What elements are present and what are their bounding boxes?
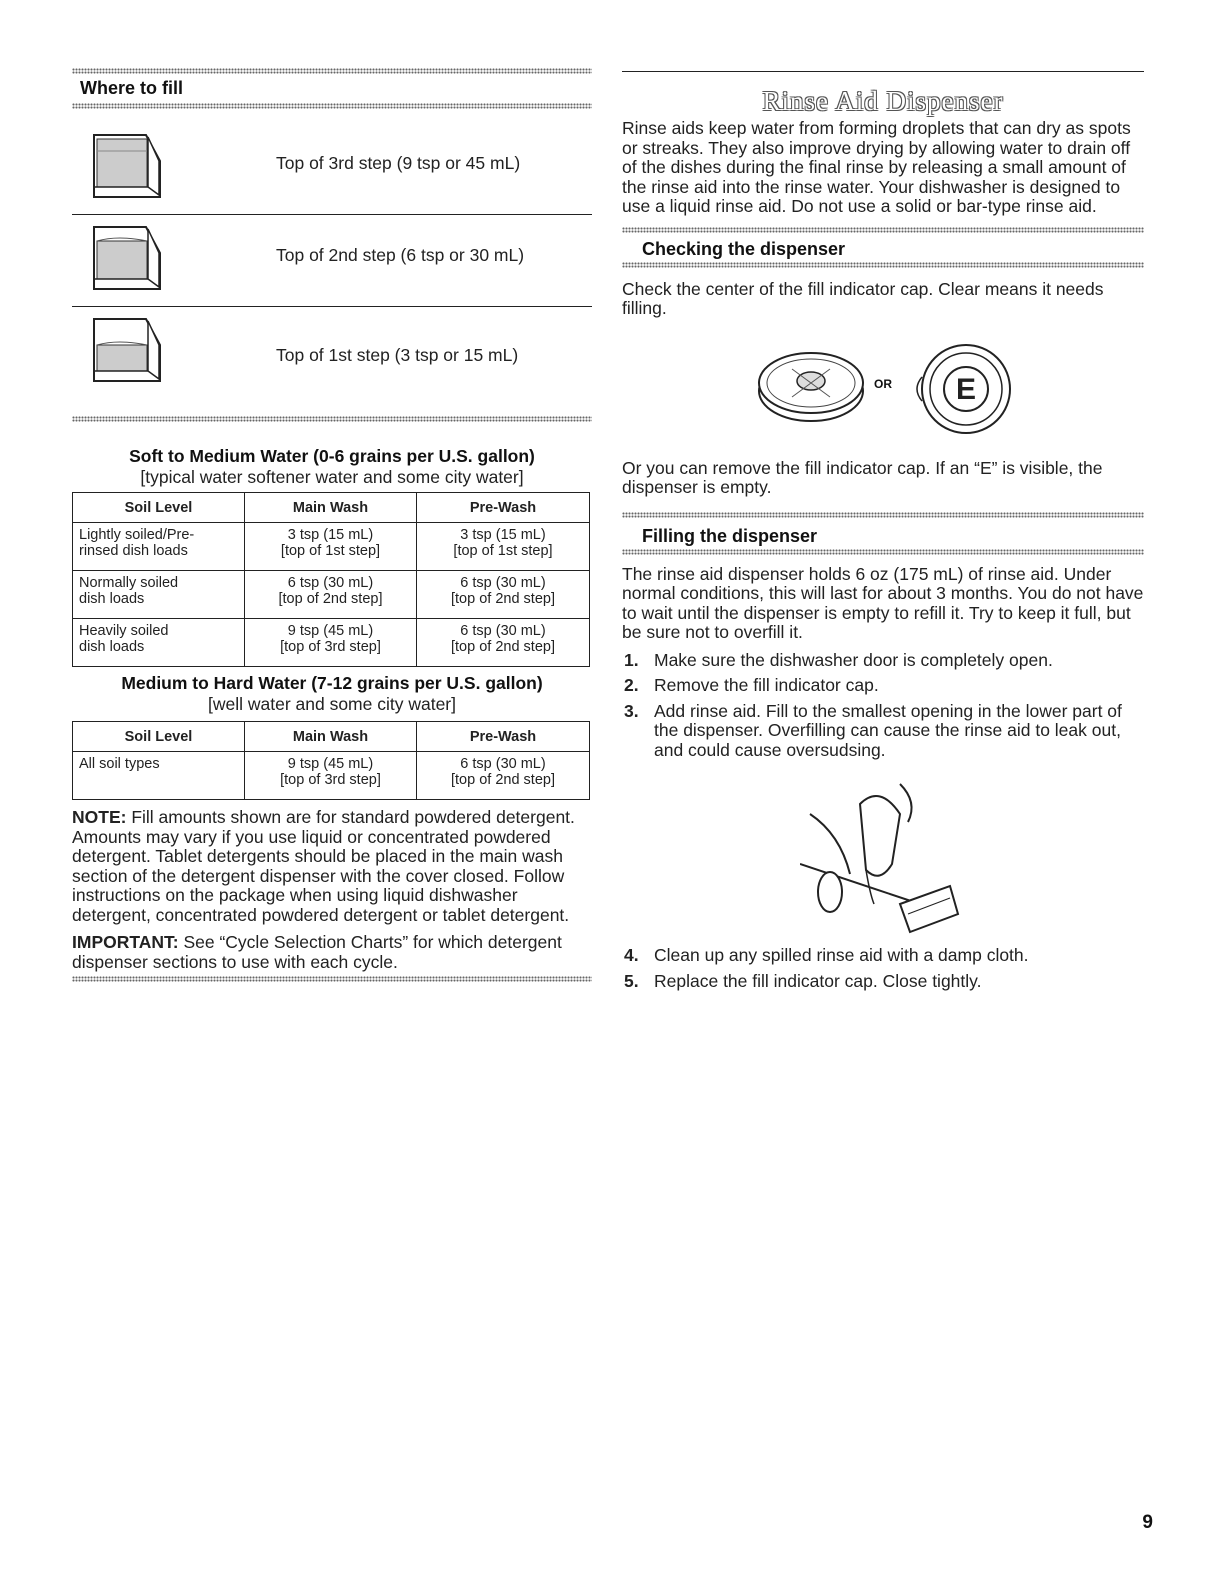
note-text: Fill amounts shown are for standard powdered detergent. Amounts may vary if you use liquid or concentrated powdered detergent. Tablet detergents should be placed in the main wash section of the detergent dispenser with the cover closed. Follow instructions on the package when using liquid dishwasher detergent, concentrated powdered detergent or tablet detergent.: [72, 807, 575, 925]
pre-wash-cell: 6 tsp (30 mL) [top of 2nd step]: [417, 619, 590, 667]
table-row: [73, 523, 590, 571]
main-wash-cell: 9 tsp (45 mL) [top of 3rd step]: [245, 619, 417, 667]
fill-row-label: Top of 2nd step (6 tsp or 30 mL): [276, 245, 525, 265]
divider: [72, 68, 592, 74]
column-header-soil-level: Soil Level: [73, 493, 245, 523]
step-number: 2.: [624, 675, 639, 695]
pre-wash-cell: 6 tsp (30 mL) [top of 2nd step]: [417, 571, 590, 619]
divider: [622, 512, 1144, 518]
list-item: [622, 702, 1144, 761]
soil-level-cell: Lightly soiled/Pre- rinsed dish loads: [73, 523, 245, 571]
rinse-aid-title: Rinse Aid Dispenser: [762, 86, 1004, 116]
divider: [622, 71, 1144, 72]
rinse-aid-intro: Rinse aids keep water from forming droplets that can dry as spots or streaks. They also improve drying by allowing water to drain off of the dishes during the final rinse by releasing a small amount of the rinse aid into the rinse water. Your dishwasher is designed to use a liquid rinse aid. Do not use a solid or bar-type rinse aid.: [622, 118, 1131, 216]
e-letter: E: [955, 372, 977, 406]
step-number: 5.: [624, 970, 639, 991]
list-item: [622, 972, 1144, 992]
soft-water-table: [72, 492, 590, 667]
divider: [622, 549, 1144, 555]
main-wash-cell: 6 tsp (30 mL) [top of 2nd step]: [245, 571, 417, 619]
table-header-row: [73, 493, 590, 523]
add-rinse-aid-figure: [622, 774, 1144, 944]
filling-steps: [622, 651, 1144, 761]
step-number: 4.: [624, 945, 639, 965]
table-header-row: [73, 722, 590, 752]
where-to-fill-heading: Where to fill: [80, 78, 183, 98]
step-text: Add rinse aid. Fill to the smallest opening in the lower part of the dispenser. Overfilling can cause the rinse aid to leak out, and could cause oversudsing.: [654, 700, 1122, 760]
important-text: See “Cycle Selection Charts” for which detergent dispenser sections to use with each cycle.: [72, 932, 562, 972]
page-number: 9: [1142, 1512, 1153, 1533]
main-wash-cell: 3 tsp (15 mL) [top of 1st step]: [245, 523, 417, 571]
divider: [72, 976, 592, 982]
step-number: 1.: [624, 649, 639, 670]
fill-row-label: Top of 1st step (3 tsp or 15 mL): [276, 345, 519, 365]
important-paragraph: [72, 933, 592, 972]
pre-wash-cell: 3 tsp (15 mL) [top of 1st step]: [417, 523, 590, 571]
step-text: Clean up any spilled rinse aid with a damp cloth.: [654, 945, 1029, 965]
note-label: NOTE:: [72, 807, 127, 827]
column-header-main-wash: Main Wash: [245, 722, 417, 752]
column-header-pre-wash: Pre-Wash: [417, 722, 590, 752]
or-label: OR: [874, 376, 892, 391]
soil-level-cell: Normally soiled dish loads: [73, 571, 245, 619]
soil-level-cell: All soil types: [73, 752, 245, 800]
table-row: [73, 619, 590, 667]
checking-heading: Checking the dispenser: [642, 238, 846, 259]
filling-steps-continued: [622, 946, 1144, 991]
step-text: Replace the fill indicator cap. Close tightly.: [654, 970, 982, 991]
column-header-soil-level: Soil Level: [73, 722, 245, 752]
fill-row-1st-step: [72, 307, 592, 398]
right-column: [622, 0, 1144, 991]
step-text: Make sure the dishwasher door is completely open.: [654, 649, 1053, 670]
list-item: [622, 946, 1144, 966]
soft-water-subtitle: [typical water softener water and some city water]: [140, 467, 524, 487]
filling-text: The rinse aid dispenser holds 6 oz (175 mL) of rinse aid. Under normal conditions, this will last for about 3 months. You do not have to wait until the dispenser is empty to refill it. Try to keep it full, but be sure not to overfill it.: [622, 563, 1144, 642]
fill-row-2nd-step: [72, 215, 592, 306]
divider: [72, 416, 592, 422]
detergent-cup-1st-step-icon: [88, 315, 162, 385]
fill-row-label: Top of 3rd step (9 tsp or 45 mL): [276, 153, 521, 173]
where-to-fill-list: [72, 123, 592, 398]
note-paragraph: [72, 808, 592, 925]
divider: [622, 227, 1144, 233]
hard-water-subtitle: [well water and some city water]: [207, 694, 456, 714]
hard-water-title: Medium to Hard Water (7-12 grains per U.S. gallon): [121, 673, 543, 693]
column-header-pre-wash: Pre-Wash: [417, 493, 590, 523]
pre-wash-cell: 6 tsp (30 mL) [top of 2nd step]: [417, 752, 590, 800]
column-header-main-wash: Main Wash: [245, 493, 417, 523]
important-label: IMPORTANT:: [72, 932, 179, 952]
detergent-cup-3rd-step-icon: [88, 131, 162, 201]
fill-row-3rd-step: [72, 123, 592, 214]
hand-pouring-rinse-aid-icon: [800, 774, 960, 934]
soil-level-cell: Heavily soiled dish loads: [73, 619, 245, 667]
divider: [622, 262, 1144, 268]
list-item: [622, 651, 1144, 671]
table-row: [73, 752, 590, 800]
hard-water-table: [72, 721, 590, 800]
fill-indicator-cap-icon: [754, 349, 868, 425]
step-number: 3.: [624, 700, 639, 721]
step-text: Remove the fill indicator cap.: [654, 675, 879, 695]
table-row: [73, 571, 590, 619]
checking-after-text: Or you can remove the fill indicator cap. If an “E” is visible, the dispenser is empty.: [622, 457, 1103, 497]
detergent-cup-2nd-step-icon: [88, 223, 162, 293]
empty-indicator-e-icon: [898, 337, 1014, 441]
checking-text: Check the center of the fill indicator cap. Clear means it needs filling.: [622, 278, 1104, 318]
fill-indicator-figure: [622, 337, 1144, 441]
filling-heading: Filling the dispenser: [642, 525, 818, 546]
left-column: [72, 0, 592, 982]
soft-water-title: Soft to Medium Water (0-6 grains per U.S. gallon): [129, 446, 535, 466]
list-item: [622, 676, 1144, 696]
main-wash-cell: 9 tsp (45 mL) [top of 3rd step]: [245, 752, 417, 800]
divider: [72, 103, 592, 109]
